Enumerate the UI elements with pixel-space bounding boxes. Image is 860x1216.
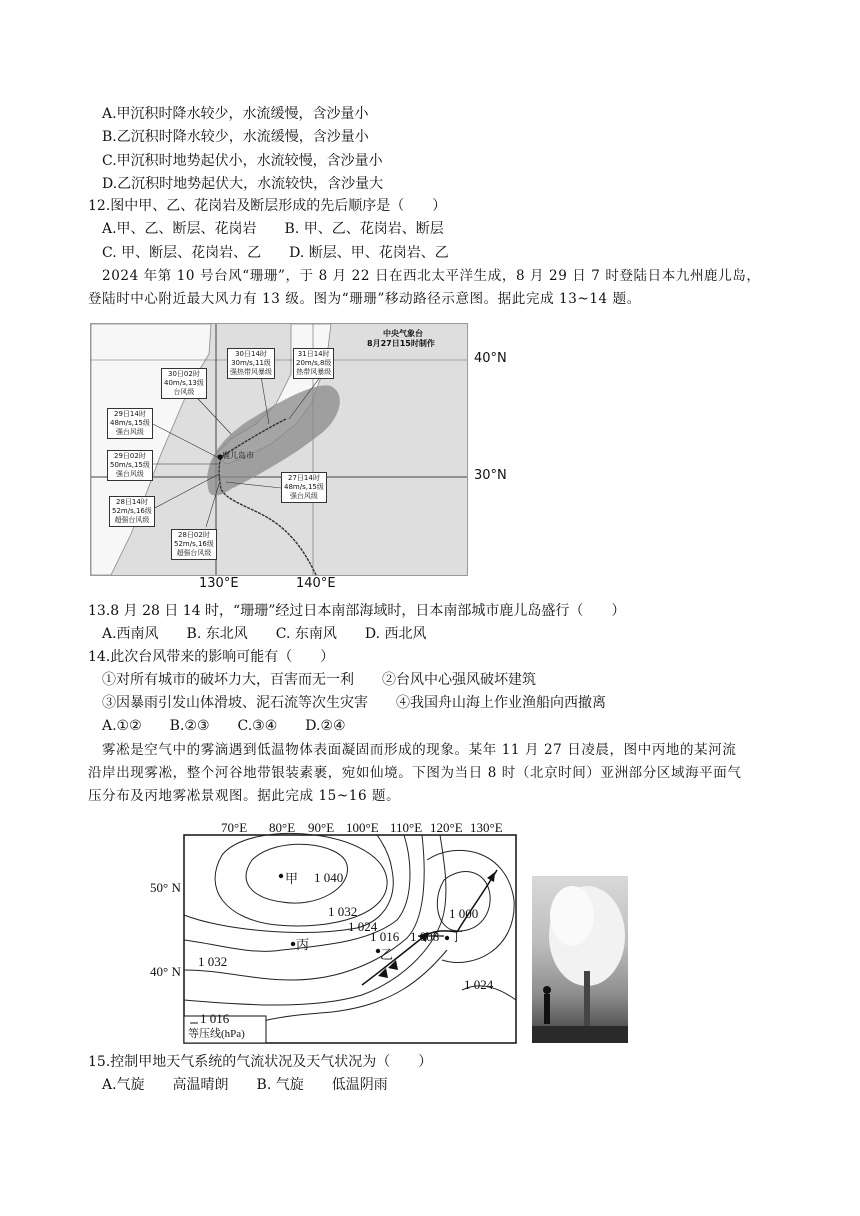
isobar-label: 1 024 (348, 919, 378, 934)
isobar-label: 1 040 (314, 870, 344, 885)
q13-stem: 13.8 月 28 日 14 时，“珊珊”经过日本南部海域时，日本南部城市鹿儿岛盛行（ ） (88, 603, 626, 619)
q11-option-c: C.甲沉积时地势起伏小，水流较慢，含沙量小 (102, 153, 383, 169)
q14-row1: ①对所有城市的破坏力大，百害而无一利 ②台风中心强风破坏建筑 (102, 672, 536, 688)
isobar-label: 1 008 (410, 929, 440, 944)
q15-options: A.气旋 高温晴朗 B. 气旋 低温阴雨 (102, 1077, 388, 1093)
sea-level-pressure-map (182, 820, 518, 1045)
track-box-31-14: 31日14时 20m/s,8级 热带风暴级 (293, 348, 334, 379)
lat-40-label: 40°N (474, 351, 507, 366)
rime-intro-line3: 压分布及丙地雾凇景观图。据此完成 15~16 题。 (88, 788, 401, 804)
map-source-1: 中央气象台 (383, 329, 423, 338)
typhoon-intro-line2: 登陆时中心附近最大风力有 13 级。图为“珊珊”移动路径示意图。据此完成 13~14 题。 (88, 291, 641, 307)
lon-label: 90°E (308, 820, 335, 835)
lon-140-label: 140°E (296, 576, 336, 591)
rime-photo (532, 876, 628, 1043)
track-box-28-02: 28日02时 52m/s,16级 超强台风级 (171, 529, 217, 560)
q11-option-d: D.乙沉积时地势起伏大，水流较快，含沙量大 (102, 176, 384, 192)
lat-50n-label: 50° N (150, 880, 181, 895)
lon-130-label: 130°E (199, 576, 239, 591)
place-yi: 乙 (380, 947, 394, 962)
track-box-29-02: 29日02时 50m/s,15级 强台风级 (107, 450, 153, 481)
isobar-label: 1 032 (198, 954, 228, 969)
isobar-label: 1 000 (449, 906, 479, 921)
kagoshima-label: 鹿儿岛市 (222, 451, 254, 460)
q14-options: A.①② B.②③ C.③④ D.②④ (102, 718, 346, 734)
rime-intro-line1: 雾凇是空气中的雾滴遇到低温物体表面凝固而形成的现象。某年 11 月 27 日凌晨，图中丙地的某河流 (102, 742, 737, 758)
track-box-30-02: 30日02时 40m/s,13级 台风级 (161, 368, 207, 399)
lon-label: 120°E (430, 820, 463, 835)
isobar-label: 1 016 (370, 929, 400, 944)
legend-label: 等压线(hPa) (188, 1028, 245, 1040)
typhoon-track-map (90, 323, 468, 576)
q11-option-b: B.乙沉积时降水较少，水流缓慢，含沙量小 (102, 129, 369, 145)
frosted-tree-image (532, 876, 628, 1043)
lon-label: 80°E (269, 820, 296, 835)
track-box-27-14: 27日14时 48m/s,15级 强台风级 (281, 472, 327, 503)
q12-stem: 12.图中甲、乙、花岗岩及断层形成的先后顺序是（ ） (88, 198, 447, 214)
q15-stem: 15.控制甲地天气系统的气流状况及天气状况为（ ） (88, 1054, 433, 1070)
q11-option-a: A.甲沉积时降水较少，水流缓慢，含沙量小 (102, 106, 369, 122)
lon-label: 110°E (390, 820, 423, 835)
legend-isobar-value: 1 016 (200, 1011, 230, 1026)
place-bing: 丙 (296, 937, 310, 952)
place-ding: 丁 (450, 929, 464, 944)
lon-label: 70°E (221, 820, 248, 835)
rime-intro-line2: 沿岸出现雾凇，整个河谷地带银装素裹，宛如仙境。下图为当日 8 时（北京时间）亚洲部分区域海平面气 (88, 765, 742, 781)
q14-stem: 14.此次台风带来的影响可能有（ ） (88, 649, 335, 665)
track-box-28-14: 28日14时 52m/s,16级 超强台风级 (109, 496, 155, 527)
q13-options: A.西南风 B. 东北风 C. 东南风 D. 西北风 (102, 626, 427, 642)
isobar-label: 1 024 (464, 977, 494, 992)
place-jia: 甲 (285, 871, 299, 886)
map-source-2: 8月27日15时制作 (367, 339, 435, 348)
lon-label: 130°E (470, 820, 503, 835)
track-box-29-14: 29日14时 48m/s,15级 强台风级 (107, 408, 153, 439)
typhoon-intro-line1: 2024 年第 10 号台风“珊珊”，于 8 月 22 日在西北太平洋生成，8 月 29 日 7 时登陆日本九州鹿儿岛， (102, 268, 761, 284)
lat-30-label: 30°N (474, 468, 507, 483)
q12-options-row2: C. 甲、断层、花岗岩、乙 D. 断层、甲、花岗岩、乙 (102, 245, 449, 261)
track-box-30-14: 30日14时 30m/s,11级 强热带风暴级 (227, 348, 275, 379)
q12-options-row1: A.甲、乙、断层、花岗岩 B. 甲、乙、花岗岩、断层 (102, 221, 444, 237)
lon-label: 100°E (346, 820, 379, 835)
lat-40n-label: 40° N (150, 964, 181, 979)
q14-row2: ③因暴雨引发山体滑坡、泥石流等次生灾害 ④我国舟山海上作业渔船向西撤离 (102, 695, 606, 711)
isobar-label: 1 032 (328, 904, 358, 919)
